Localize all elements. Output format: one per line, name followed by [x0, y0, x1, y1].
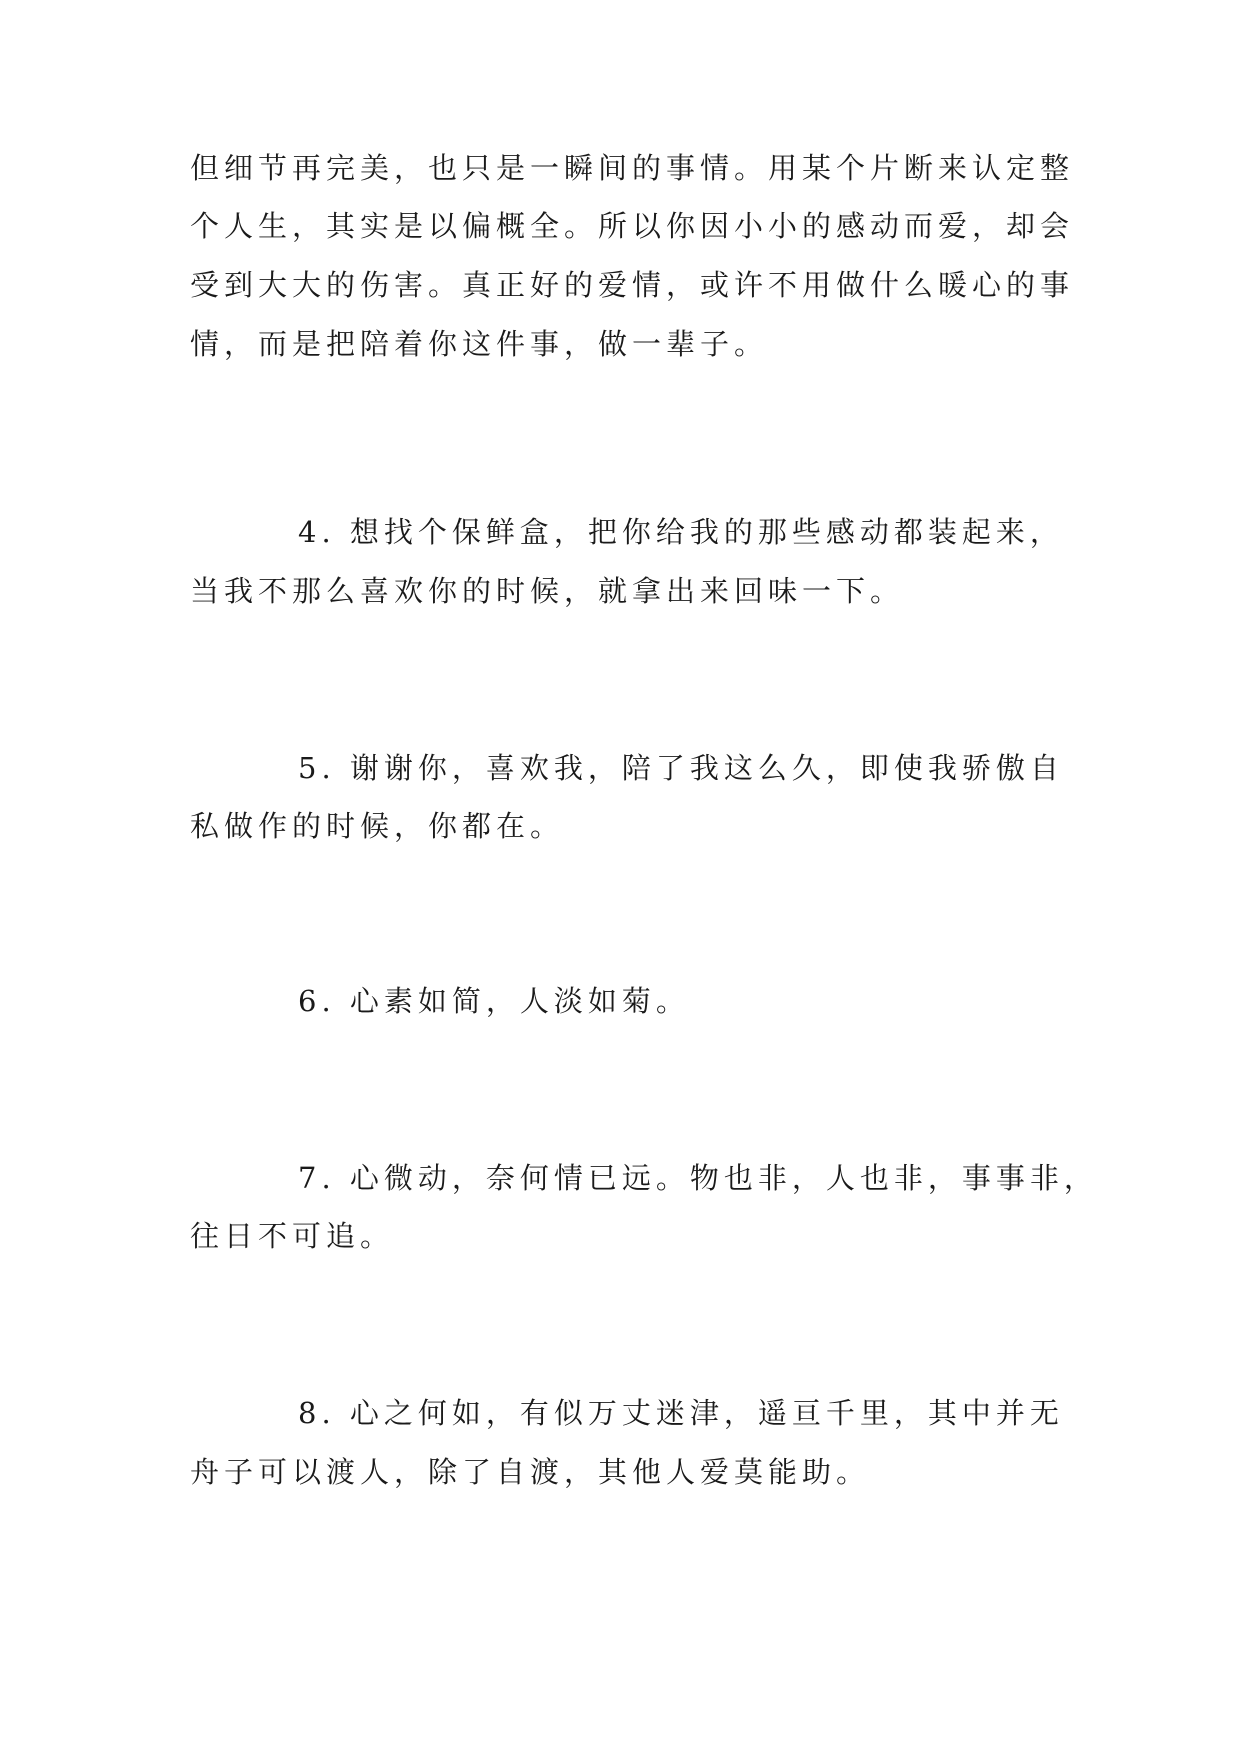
list-item-line: 私做作的时候，你都在。 — [190, 809, 565, 843]
list-item-line: 4. 想找个保鲜盒，把你给我的那些感动都装起来， — [298, 515, 1064, 549]
list-item-line: 8. 心之何如，有似万丈迷津，遥亘千里，其中并无 — [298, 1396, 1064, 1430]
paragraph-line: 个人生，其实是以偏概全。所以你因小小的感动而爱，却会 — [190, 209, 1075, 243]
list-item-line: 当我不那么喜欢你的时候，就拿出来回味一下。 — [190, 574, 905, 608]
list-item-line: 6. 心素如简，人淡如菊。 — [298, 984, 690, 1018]
list-item-line: 7. 心微动，奈何情已远。物也非，人也非，事事非， — [298, 1161, 1098, 1195]
list-item-line: 舟子可以渡人，除了自渡，其他人爱莫能助。 — [190, 1455, 871, 1489]
list-item-line: 5. 谢谢你，喜欢我，陪了我这么久，即使我骄傲自 — [298, 751, 1064, 785]
list-item-line: 往日不可追。 — [190, 1219, 395, 1253]
paragraph-line: 受到大大的伤害。真正好的爱情，或许不用做什么暖心的事 — [190, 268, 1075, 302]
paragraph-line: 情，而是把陪着你这件事，做一辈子。 — [190, 327, 769, 361]
paragraph-line: 但细节再完美，也只是一瞬间的事情。用某个片断来认定整 — [190, 151, 1075, 185]
